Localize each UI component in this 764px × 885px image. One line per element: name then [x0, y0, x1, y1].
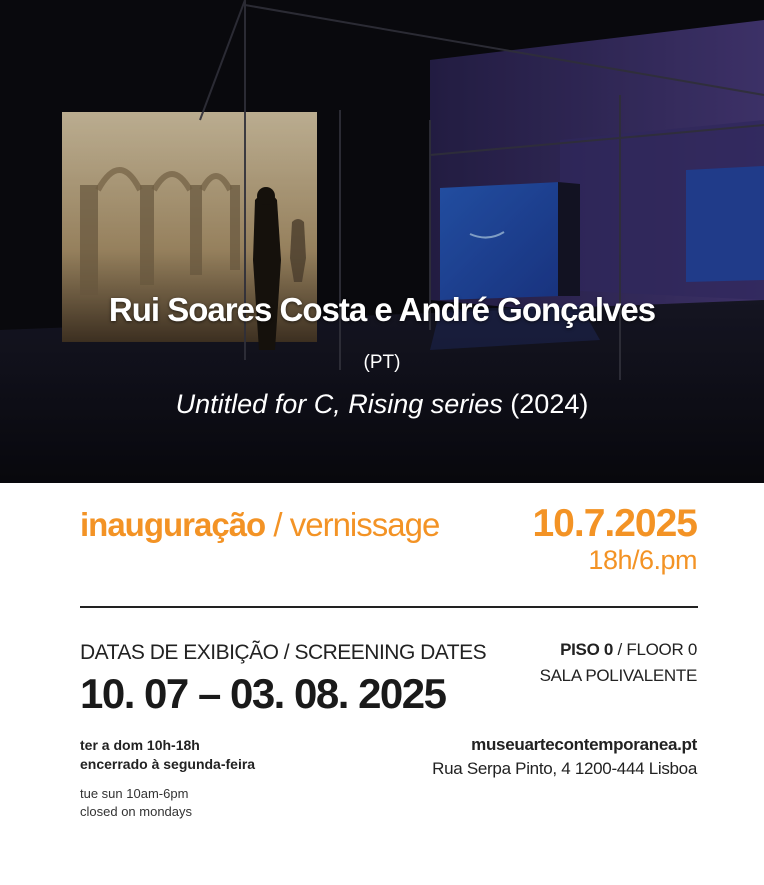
opening-label-pt: inauguração — [80, 506, 266, 543]
opening-time: 18h/6.pm — [588, 545, 697, 575]
hours-pt-line1: ter a dom 10h-18h — [80, 737, 200, 753]
address: Rua Serpa Pinto, 4 1200-444 Lisboa — [432, 759, 697, 778]
work-title: Untitled for C, Rising series — [175, 389, 503, 419]
floor-pt: PISO 0 — [560, 640, 614, 659]
hours-en-line2: closed on mondays — [80, 804, 193, 819]
hours-pt-line2: encerrado à segunda-feira — [80, 756, 256, 772]
work-title-line — [0, 389, 764, 420]
website-link[interactable]: museuartecontemporanea.pt — [471, 735, 697, 754]
opening-date: 10.7.2025 — [532, 502, 697, 545]
divider — [80, 606, 698, 608]
country-code: (PT) — [363, 352, 401, 373]
floor-en: FLOOR 0 — [626, 640, 697, 659]
screening-label-pt: DATAS DE EXIBIÇÃO — [80, 641, 279, 664]
hours-en-line1: tue sun 10am-6pm — [80, 786, 189, 801]
work-year: (2024) — [510, 389, 589, 419]
floor-separator: / — [613, 640, 627, 659]
floor-label — [560, 640, 697, 660]
opening-hours-pt — [80, 736, 255, 774]
screening-dates-label — [80, 641, 486, 665]
opening-hours-en — [80, 785, 192, 821]
opening-separator: / — [265, 506, 290, 543]
artists-title: Rui Soares Costa e André Gonçalves — [108, 291, 656, 328]
room-name: SALA POLIVALENTE — [539, 666, 697, 685]
screening-date-range: 10. 07 – 03. 08. 2025 — [80, 670, 446, 717]
opening-label — [80, 506, 439, 544]
screening-separator: / — [278, 641, 295, 664]
opening-label-en: vernissage — [289, 506, 440, 543]
screening-label-en: SCREENING DATES — [294, 641, 487, 664]
